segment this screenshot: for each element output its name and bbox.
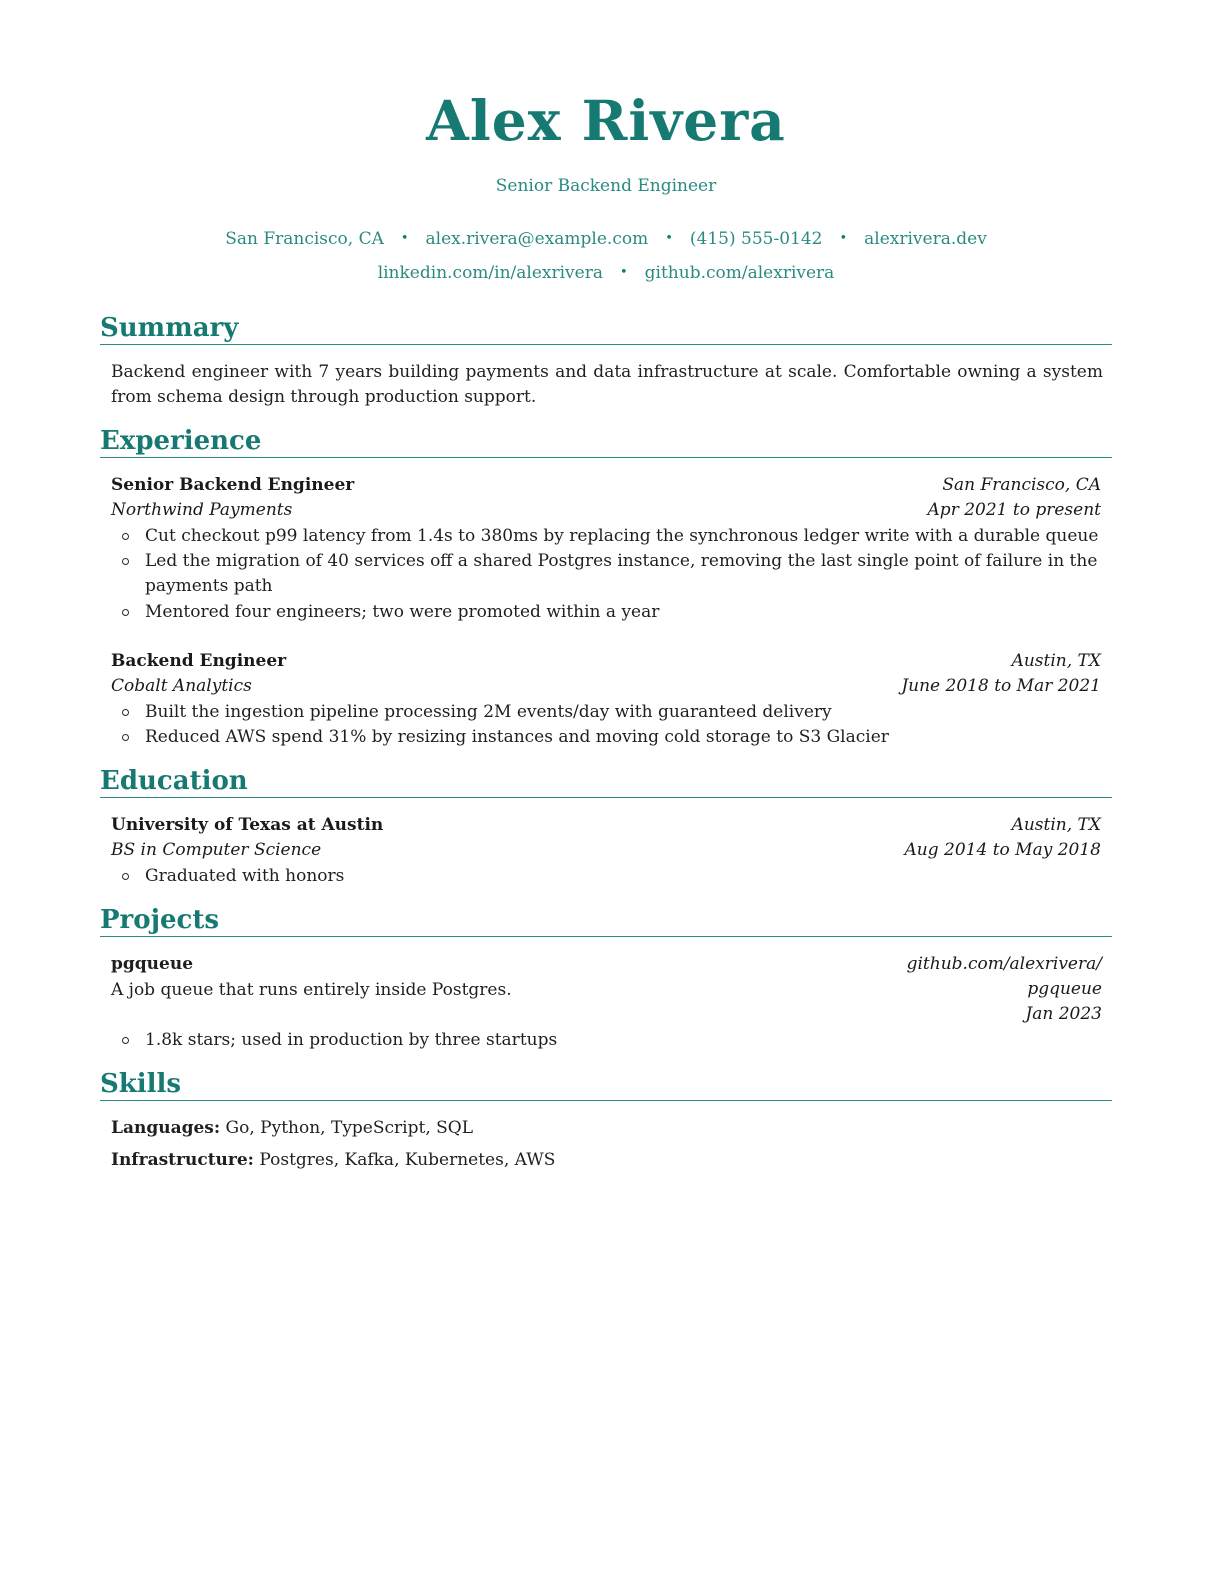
list-item-text: Mentored four engineers; two were promoted within a year: [145, 602, 660, 622]
project-link-line-2[interactable]: pgqueue: [1027, 979, 1102, 999]
job-dates: Apr 2021 to present: [927, 500, 1101, 520]
list-item: [145, 549, 1103, 599]
school-name: University of Texas at Austin: [111, 815, 384, 835]
job-subheader-row: [111, 674, 1101, 699]
education-subheader-row: [111, 838, 1101, 863]
list-item-text: Led the migration of 40 services off a shared Postgres instance, removing the last single point of failure in the payments path: [145, 551, 1098, 596]
skills-label: Languages:: [111, 1118, 221, 1138]
circle-bullet-icon: [122, 609, 129, 616]
candidate-headline: Senior Backend Engineer: [495, 176, 717, 196]
project-date: Jan 2023: [1025, 1004, 1102, 1024]
project-name: pgqueue: [111, 954, 194, 974]
summary-text: Backend engineer with 7 years building payments and data infrastructure at scale. Comfortable owning a system from schema design through production support.: [111, 362, 1103, 407]
circle-bullet-icon: [122, 873, 129, 880]
list-item: [145, 1028, 1103, 1053]
list-item: [145, 524, 1103, 549]
section-title-education: Education: [100, 765, 1112, 798]
list-item: [145, 725, 1103, 750]
list-item: [145, 600, 1103, 625]
contact-line-2: [100, 263, 1112, 283]
project-link[interactable]: [907, 952, 1102, 1027]
job-location: Austin, TX: [1011, 651, 1101, 671]
bullet-separator: •: [400, 231, 409, 246]
list-item-text: Cut checkout p99 latency from 1.4s to 380ms by replacing the synchronous ledger write with a durable queue: [145, 526, 1099, 546]
list-item: [145, 700, 1103, 725]
contact-email-link[interactable]: alex.rivera@example.com: [425, 229, 649, 249]
list-item-text: Graduated with honors: [145, 866, 345, 886]
school-location: Austin, TX: [1011, 815, 1101, 835]
list-item: [145, 864, 1103, 889]
circle-bullet-icon: [122, 558, 129, 565]
section-title-projects: Projects: [100, 904, 1112, 937]
list-item-text: 1.8k stars; used in production by three startups: [145, 1030, 558, 1050]
list-item-text: Built the ingestion pipeline processing 2M events/day with guaranteed delivery: [145, 702, 832, 722]
skills-value: Postgres, Kafka, Kubernetes, AWS: [259, 1150, 556, 1170]
contact-website-link[interactable]: alexrivera.dev: [864, 229, 987, 249]
education-header-row: [111, 813, 1101, 838]
degree: BS in Computer Science: [111, 840, 322, 860]
contact-linkedin-link[interactable]: linkedin.com/in/alexrivera: [377, 263, 603, 283]
circle-bullet-icon: [122, 709, 129, 716]
contact-line-1: [100, 229, 1112, 249]
section-title-summary: Summary: [100, 312, 1112, 345]
job-header-row: [111, 473, 1101, 498]
skills-label: Infrastructure:: [111, 1150, 254, 1170]
project-link-line-1[interactable]: github.com/alexrivera/: [906, 954, 1102, 974]
section-title-experience: Experience: [100, 425, 1112, 458]
candidate-name: Alex Rivera: [426, 88, 786, 153]
job-company: Cobalt Analytics: [111, 676, 252, 696]
contact-github-link[interactable]: github.com/alexrivera: [644, 263, 835, 283]
bullet-separator: •: [665, 231, 673, 246]
skills-row-languages: [111, 1116, 473, 1141]
bullet-separator: •: [839, 231, 848, 246]
job-location: San Francisco, CA: [942, 475, 1101, 495]
circle-bullet-icon: [122, 734, 129, 741]
contact-location: San Francisco, CA: [225, 229, 384, 249]
contact-phone-link[interactable]: (415) 555-0142: [689, 229, 823, 249]
section-title-skills: Skills: [100, 1068, 1112, 1101]
circle-bullet-icon: [122, 1037, 129, 1044]
job-dates: June 2018 to Mar 2021: [901, 676, 1101, 696]
education-dates: Aug 2014 to May 2018: [904, 840, 1101, 860]
circle-bullet-icon: [122, 533, 129, 540]
skills-value: Go, Python, TypeScript, SQL: [225, 1118, 473, 1138]
bullet-separator: •: [619, 265, 628, 280]
job-role: Backend Engineer: [111, 651, 287, 671]
job-role: Senior Backend Engineer: [111, 475, 355, 495]
skills-row-infrastructure: [111, 1148, 555, 1173]
job-company: Northwind Payments: [111, 500, 293, 520]
project-description: A job queue that runs entirely inside Postgres.: [111, 980, 512, 1000]
job-header-row: [111, 649, 1101, 674]
job-subheader-row: [111, 498, 1101, 523]
list-item-text: Reduced AWS spend 31% by resizing instances and moving cold storage to S3 Glacier: [145, 727, 889, 747]
